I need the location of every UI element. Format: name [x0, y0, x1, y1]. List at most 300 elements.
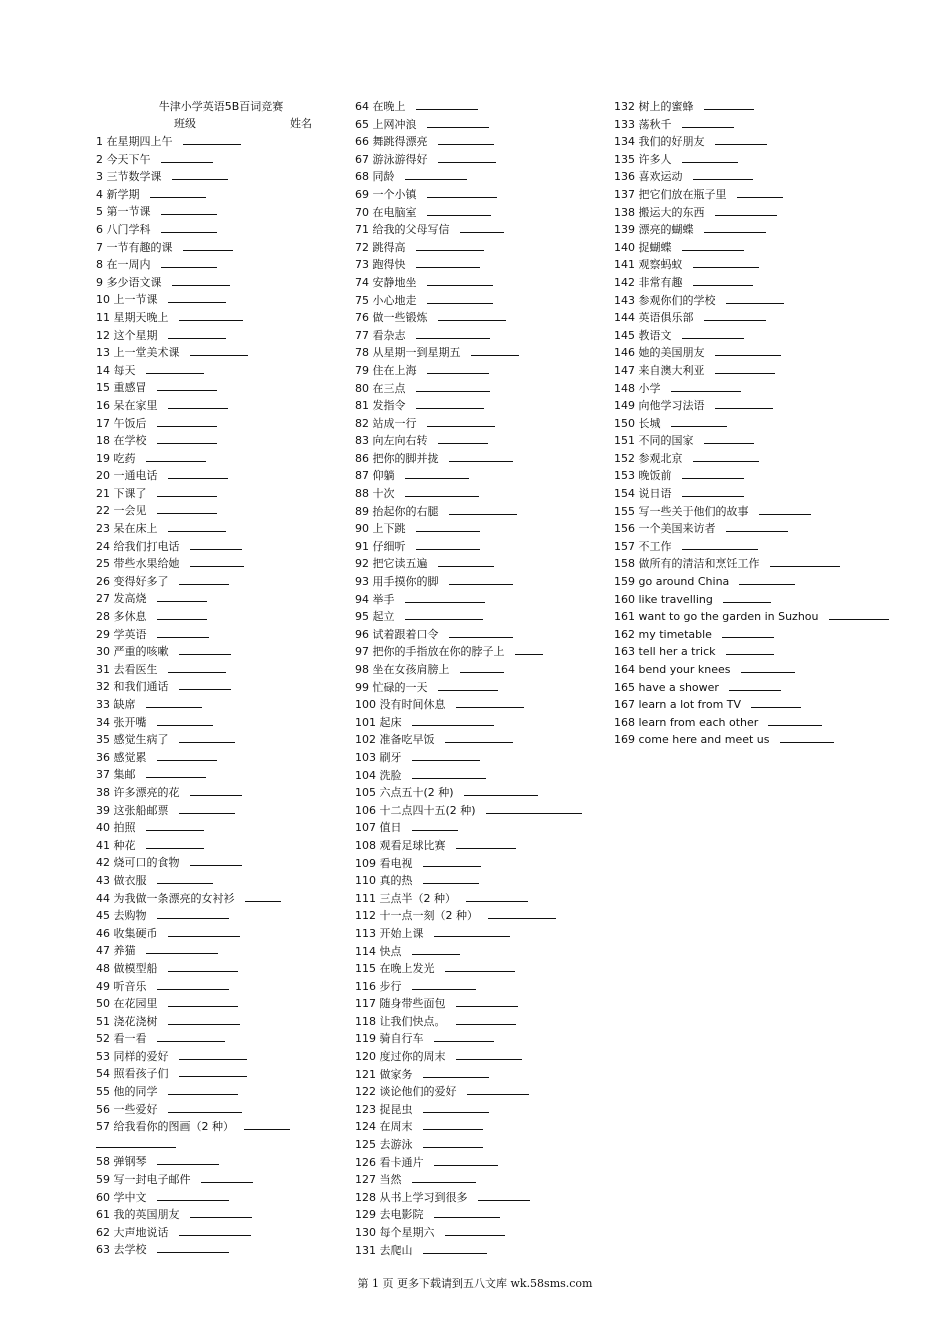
answer-blank[interactable]	[168, 468, 228, 479]
answer-blank[interactable]	[715, 134, 767, 145]
answer-blank[interactable]	[412, 750, 480, 761]
answer-blank[interactable]	[737, 187, 783, 198]
answer-blank[interactable]	[190, 855, 242, 866]
answer-blank[interactable]	[768, 715, 822, 726]
answer-blank[interactable]	[704, 433, 754, 444]
question-item	[355, 168, 605, 186]
answer-blank[interactable]	[157, 503, 217, 514]
question-item	[614, 256, 844, 274]
question-label: 26 变得好多了	[96, 574, 169, 588]
question-item	[355, 802, 605, 820]
answer-blank[interactable]	[245, 891, 281, 902]
answer-blank[interactable]	[434, 926, 510, 937]
question-item	[96, 1065, 346, 1083]
answer-blank[interactable]	[704, 99, 754, 110]
question-item	[96, 485, 346, 503]
answer-blank[interactable]	[157, 1190, 229, 1201]
answer-blank[interactable]	[693, 169, 753, 180]
question-label: 161 want to go the garden in Suzhou	[614, 610, 819, 624]
question-item	[614, 221, 844, 239]
answer-blank[interactable]	[179, 803, 235, 814]
answer-blank[interactable]	[427, 187, 497, 198]
answer-blank[interactable]	[682, 468, 744, 479]
answer-blank[interactable]	[682, 539, 758, 550]
question-label: 32 和我们通话	[96, 680, 169, 694]
answer-blank[interactable]	[405, 486, 479, 497]
question-item	[96, 661, 346, 679]
answer-blank[interactable]	[190, 345, 248, 356]
answer-blank[interactable]	[423, 856, 481, 867]
question-item	[96, 1171, 346, 1189]
answer-blank[interactable]	[423, 1102, 489, 1113]
answer-blank[interactable]	[449, 627, 513, 638]
question-item	[355, 679, 605, 697]
question-label: 125 去游泳	[355, 1138, 413, 1152]
question-label: 2 今天下午	[96, 152, 151, 166]
question-item	[355, 1206, 605, 1224]
answer-blank[interactable]	[146, 943, 218, 954]
question-label: 153 晚饭前	[614, 469, 672, 483]
question-label: 164 bend your knees	[614, 663, 731, 676]
question-item	[355, 661, 605, 679]
answer-blank[interactable]	[412, 715, 494, 726]
answer-blank[interactable]	[449, 504, 517, 515]
answer-blank[interactable]	[682, 240, 744, 251]
question-item	[96, 239, 346, 257]
answer-blank[interactable]	[693, 257, 759, 268]
answer-blank[interactable]	[434, 1207, 500, 1218]
answer-blank[interactable]	[146, 697, 202, 708]
answer-blank[interactable]	[412, 820, 458, 831]
answer-blank[interactable]	[157, 715, 213, 726]
question-item	[355, 855, 605, 873]
answer-blank[interactable]	[157, 979, 229, 990]
question-item	[355, 1242, 605, 1260]
answer-blank[interactable]	[412, 944, 460, 955]
question-item	[614, 239, 844, 257]
answer-blank[interactable]	[172, 275, 230, 286]
answer-blank[interactable]	[157, 433, 217, 444]
answer-blank[interactable]	[168, 398, 228, 409]
answer-blank[interactable]	[449, 451, 513, 462]
worksheet-title: 牛津小学英语5B百词竞赛	[158, 100, 284, 113]
answer-blank[interactable]	[829, 609, 889, 620]
answer-blank[interactable]	[416, 398, 484, 409]
answer-blank[interactable]	[416, 328, 490, 339]
question-label: 12 这个星期	[96, 328, 158, 342]
answer-blank[interactable]	[412, 979, 476, 990]
answer-blank[interactable]	[456, 1014, 516, 1025]
answer-blank[interactable]	[161, 204, 217, 215]
question-item	[355, 819, 605, 837]
question-label: 117 随身带些面包	[355, 997, 446, 1011]
question-label: 16 呆在家里	[96, 398, 158, 412]
question-item	[355, 767, 605, 785]
answer-blank[interactable]	[434, 1155, 498, 1166]
answer-blank[interactable]	[179, 679, 231, 690]
question-label: 87 仰躺	[355, 469, 395, 483]
answer-blank[interactable]	[739, 574, 795, 585]
answer-blank[interactable]	[715, 345, 781, 356]
question-label: 19 吃药	[96, 451, 136, 465]
question-item	[96, 415, 346, 433]
answer-blank[interactable]	[168, 926, 240, 937]
question-column-3	[614, 98, 844, 749]
answer-blank[interactable]	[416, 521, 480, 532]
answer-blank[interactable]	[704, 222, 766, 233]
question-item	[614, 503, 844, 521]
question-item	[96, 766, 346, 784]
question-item	[614, 133, 844, 151]
answer-blank[interactable]	[423, 1243, 487, 1254]
question-item	[96, 327, 346, 345]
question-item	[614, 714, 844, 732]
question-column-2	[355, 98, 605, 1259]
answer-blank[interactable]	[456, 996, 518, 1007]
answer-blank[interactable]	[751, 697, 801, 708]
answer-blank[interactable]	[146, 767, 206, 778]
answer-blank[interactable]	[693, 451, 759, 462]
answer-blank[interactable]	[456, 838, 516, 849]
answer-blank[interactable]	[427, 293, 493, 304]
answer-blank[interactable]	[416, 539, 480, 550]
question-label: 69 一个小镇	[355, 187, 417, 201]
question-item	[96, 379, 346, 397]
answer-blank[interactable]	[168, 328, 226, 339]
answer-blank[interactable]	[434, 1031, 494, 1042]
question-item	[355, 943, 605, 961]
answer-blank[interactable]	[146, 838, 204, 849]
question-item	[355, 397, 605, 415]
answer-blank[interactable]	[157, 627, 209, 638]
answer-blank[interactable]	[157, 609, 207, 620]
answer-blank[interactable]	[682, 486, 744, 497]
answer-blank[interactable]	[427, 117, 489, 128]
answer-blank[interactable]	[168, 292, 226, 303]
question-label: 72 跳得高	[355, 240, 406, 254]
question-column-1	[96, 133, 346, 1259]
question-label: 9 多少语文课	[96, 275, 162, 289]
answer-blank[interactable]	[405, 592, 485, 603]
answer-blank[interactable]	[715, 363, 775, 374]
question-label: 47 养猫	[96, 944, 136, 958]
answer-blank[interactable]	[168, 662, 226, 673]
question-label: 101 起床	[355, 715, 402, 729]
question-item	[614, 116, 844, 134]
question-item	[96, 907, 346, 925]
answer-blank[interactable]	[486, 803, 582, 814]
name-label: 姓名	[290, 117, 312, 130]
answer-blank[interactable]	[427, 275, 493, 286]
answer-blank[interactable]	[190, 1207, 252, 1218]
question-item	[355, 186, 605, 204]
question-label: 81 发指令	[355, 399, 406, 413]
answer-blank[interactable]	[146, 820, 204, 831]
question-item	[96, 819, 346, 837]
answer-blank[interactable]	[423, 873, 479, 884]
answer-blank[interactable]	[146, 451, 206, 462]
question-label: 141 观察蚂蚁	[614, 258, 683, 272]
answer-blank[interactable]	[168, 1014, 240, 1025]
answer-blank[interactable]	[168, 1102, 242, 1113]
answer-blank[interactable]	[770, 556, 840, 567]
question-label: 55 他的同学	[96, 1085, 158, 1099]
answer-blank[interactable]	[515, 644, 543, 655]
answer-blank[interactable]	[157, 486, 217, 497]
question-label: 67 游泳游得好	[355, 152, 428, 166]
answer-blank[interactable]	[726, 293, 784, 304]
answer-blank[interactable]	[423, 1119, 483, 1130]
answer-blank[interactable]	[179, 310, 243, 321]
question-item	[614, 432, 844, 450]
answer-blank[interactable]	[179, 1049, 247, 1060]
answer-blank[interactable]	[488, 908, 556, 919]
answer-blank[interactable]	[157, 873, 213, 884]
question-item	[355, 784, 605, 802]
question-label: 24 给我们打电话	[96, 539, 180, 553]
question-item	[614, 344, 844, 362]
answer-blank[interactable]	[682, 328, 744, 339]
question-item	[355, 1224, 605, 1242]
answer-blank[interactable]	[438, 556, 494, 567]
answer-blank[interactable]	[780, 732, 834, 743]
question-item	[355, 714, 605, 732]
answer-blank[interactable]	[179, 1066, 247, 1077]
answer-blank[interactable]	[168, 961, 238, 972]
question-label: 65 上网冲浪	[355, 117, 417, 131]
answer-blank[interactable]	[157, 908, 229, 919]
question-item	[355, 1171, 605, 1189]
answer-blank[interactable]	[445, 732, 513, 743]
answer-blank[interactable]	[157, 380, 217, 391]
question-label: 91 仔细听	[355, 539, 406, 553]
question-label: 53 同样的爱好	[96, 1049, 169, 1063]
answer-blank[interactable]	[438, 152, 496, 163]
answer-blank[interactable]	[183, 240, 233, 251]
answer-blank[interactable]	[405, 609, 483, 620]
question-label: 118 让我们快点。	[355, 1014, 446, 1028]
question-label: 46 收集硬币	[96, 926, 158, 940]
question-item	[96, 186, 346, 204]
answer-blank[interactable]	[157, 416, 217, 427]
answer-blank[interactable]	[445, 961, 515, 972]
answer-blank[interactable]	[416, 99, 478, 110]
answer-blank[interactable]	[704, 310, 766, 321]
question-item	[614, 450, 844, 468]
question-label: 34 张开嘴	[96, 715, 147, 729]
answer-blank[interactable]	[201, 1172, 253, 1183]
answer-blank[interactable]	[438, 134, 494, 145]
question-item	[355, 696, 605, 714]
answer-blank[interactable]	[190, 539, 242, 550]
question-label: 114 快点	[355, 944, 402, 958]
answer-blank[interactable]	[464, 785, 538, 796]
answer-blank[interactable]	[168, 996, 238, 1007]
answer-blank[interactable]	[722, 627, 774, 638]
question-label: 112 十一点一刻（2 种）	[355, 909, 478, 923]
question-label: 145 教语文	[614, 328, 672, 342]
answer-blank[interactable]	[146, 363, 204, 374]
question-item	[355, 309, 605, 327]
question-item	[355, 591, 605, 609]
question-label: 5 第一节课	[96, 205, 151, 219]
answer-blank[interactable]	[405, 468, 469, 479]
answer-blank[interactable]	[179, 574, 229, 585]
question-item	[355, 520, 605, 538]
question-item	[96, 203, 346, 221]
question-label: 49 听音乐	[96, 979, 147, 993]
answer-blank[interactable]	[460, 222, 504, 233]
answer-blank[interactable]	[427, 363, 489, 374]
question-label: 66 舞跳得漂亮	[355, 135, 428, 149]
question-item	[355, 133, 605, 151]
answer-blank[interactable]	[157, 750, 217, 761]
question-label: 93 用手摸你的脚	[355, 575, 439, 589]
answer-blank[interactable]	[456, 697, 524, 708]
answer-blank[interactable]	[682, 117, 734, 128]
question-label: 28 多休息	[96, 610, 147, 624]
question-item	[355, 380, 605, 398]
answer-blank[interactable]	[157, 1154, 219, 1165]
answer-blank[interactable]	[179, 644, 231, 655]
question-item	[96, 1013, 346, 1031]
question-item	[355, 151, 605, 169]
answer-blank[interactable]	[412, 768, 486, 779]
question-label: 35 感觉生病了	[96, 733, 169, 747]
answer-blank[interactable]	[671, 416, 727, 427]
question-item	[614, 731, 844, 749]
answer-blank[interactable]	[723, 592, 771, 603]
question-label: 36 感觉累	[96, 750, 147, 764]
answer-blank[interactable]	[161, 257, 217, 268]
question-item	[355, 1189, 605, 1207]
answer-blank[interactable]	[741, 662, 795, 673]
question-label: 152 参观北京	[614, 451, 683, 465]
question-item	[614, 186, 844, 204]
question-item	[355, 1013, 605, 1031]
question-label: 88 十次	[355, 487, 395, 501]
question-label: 167 learn a lot from TV	[614, 698, 742, 712]
answer-blank[interactable]	[405, 169, 467, 180]
answer-blank[interactable]	[416, 257, 480, 268]
question-item	[355, 221, 605, 239]
question-label: 80 在三点	[355, 381, 406, 395]
answer-blank[interactable]	[449, 574, 513, 585]
answer-blank[interactable]	[96, 1137, 176, 1148]
question-item	[355, 978, 605, 996]
question-label: 41 种花	[96, 838, 136, 852]
answer-blank[interactable]	[693, 275, 753, 286]
question-item	[96, 256, 346, 274]
answer-blank[interactable]	[412, 1172, 476, 1183]
question-label: 138 搬运大的东西	[614, 205, 705, 219]
answer-blank[interactable]	[427, 205, 491, 216]
answer-blank[interactable]	[416, 381, 490, 392]
question-label: 61 我的英国朋友	[96, 1208, 180, 1222]
answer-blank[interactable]	[467, 1084, 529, 1095]
answer-blank[interactable]	[168, 521, 226, 532]
answer-blank[interactable]	[726, 521, 788, 532]
question-label: 162 my timetable	[614, 627, 712, 641]
question-label: 126 看卡通片	[355, 1155, 424, 1169]
question-item	[355, 503, 605, 521]
question-label: 44 为我做一条漂亮的女衬衫	[96, 891, 235, 905]
question-item	[96, 978, 346, 996]
answer-blank[interactable]	[190, 785, 242, 796]
answer-blank[interactable]	[416, 240, 484, 251]
question-label: 58 弹钢琴	[96, 1155, 147, 1169]
question-item	[96, 590, 346, 608]
answer-blank[interactable]	[729, 680, 781, 691]
answer-blank[interactable]	[445, 1225, 505, 1236]
answer-blank[interactable]	[423, 1137, 483, 1148]
question-item	[355, 890, 605, 908]
answer-blank[interactable]	[471, 345, 519, 356]
question-label: 107 值日	[355, 821, 402, 835]
answer-blank[interactable]	[671, 381, 741, 392]
question-label: 115 在晚上发光	[355, 962, 435, 976]
answer-blank[interactable]	[715, 398, 773, 409]
question-label: 15 重感冒	[96, 381, 147, 395]
answer-blank[interactable]	[478, 1190, 530, 1201]
question-item	[355, 415, 605, 433]
answer-blank[interactable]	[438, 433, 488, 444]
question-label: 119 骑自行车	[355, 1032, 424, 1046]
question-label: 169 come here and meet us	[614, 733, 770, 747]
answer-blank[interactable]	[726, 644, 774, 655]
answer-blank[interactable]	[438, 310, 506, 321]
question-item	[355, 538, 605, 556]
question-item	[96, 1030, 346, 1048]
question-item	[614, 661, 844, 679]
answer-blank[interactable]	[179, 1225, 251, 1236]
answer-blank[interactable]	[460, 662, 504, 673]
answer-blank[interactable]	[157, 591, 207, 602]
question-item	[96, 1241, 346, 1259]
question-item	[355, 643, 605, 661]
answer-blank[interactable]	[168, 1084, 238, 1095]
question-item	[96, 467, 346, 485]
question-item	[96, 854, 346, 872]
answer-blank[interactable]	[157, 1242, 229, 1253]
question-item	[355, 256, 605, 274]
question-item	[96, 397, 346, 415]
question-label: 70 在电脑室	[355, 205, 417, 219]
answer-blank[interactable]	[183, 134, 241, 145]
question-label: 17 午饭后	[96, 416, 147, 430]
answer-blank[interactable]	[172, 169, 228, 180]
question-item	[355, 432, 605, 450]
answer-blank[interactable]	[456, 1049, 522, 1060]
answer-blank[interactable]	[157, 1031, 225, 1042]
answer-blank[interactable]	[438, 680, 498, 691]
question-label: 73 跑得快	[355, 258, 406, 272]
answer-blank[interactable]	[161, 222, 217, 233]
question-label: 82 站成一行	[355, 416, 417, 430]
answer-blank[interactable]	[190, 556, 244, 567]
answer-blank[interactable]	[179, 732, 235, 743]
answer-blank[interactable]	[150, 187, 206, 198]
answer-blank[interactable]	[715, 205, 777, 216]
answer-blank[interactable]	[427, 416, 495, 427]
answer-blank[interactable]	[759, 504, 811, 515]
answer-blank[interactable]	[161, 152, 213, 163]
answer-blank[interactable]	[682, 152, 738, 163]
answer-blank[interactable]	[244, 1119, 290, 1130]
answer-blank[interactable]	[423, 1067, 489, 1078]
answer-blank[interactable]	[466, 891, 528, 902]
question-item	[614, 380, 844, 398]
